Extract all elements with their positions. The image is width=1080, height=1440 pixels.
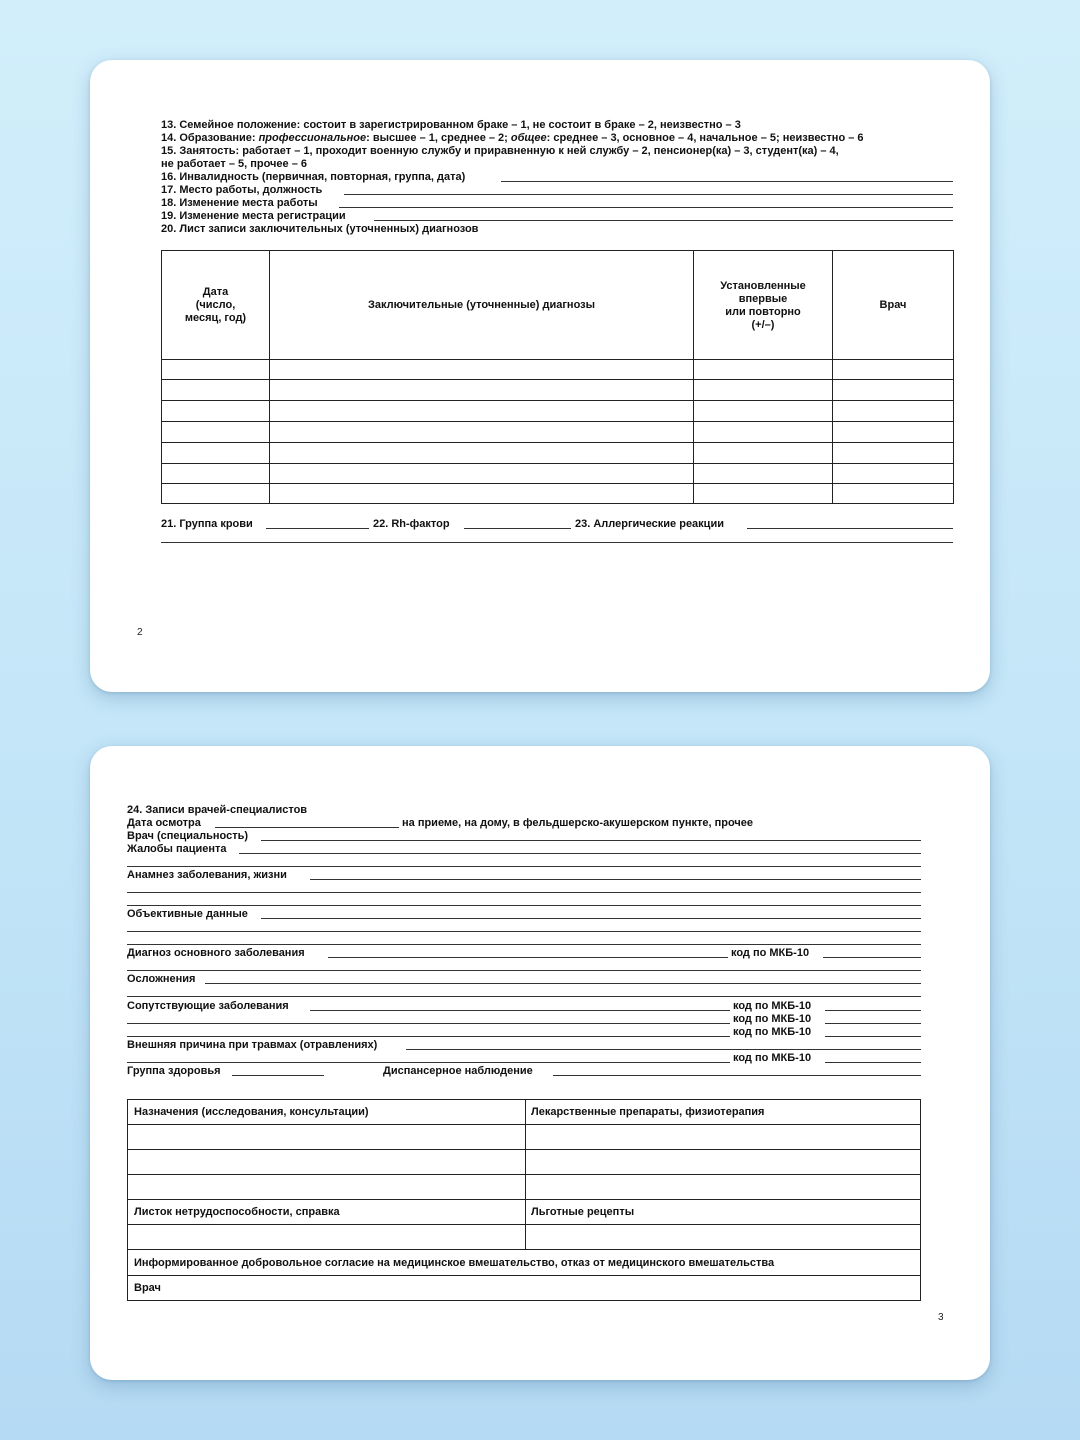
objective-data-field[interactable] xyxy=(261,918,921,919)
page-number: 3 xyxy=(938,1312,944,1323)
item-21-blood-group-field[interactable] xyxy=(266,528,369,529)
external-cause-label: Внешняя причина при травмах (отравлениях) xyxy=(127,1039,378,1051)
comorbid-label: Сопутствующие заболевания xyxy=(127,1000,289,1012)
item-19-registration-change-label: 19. Изменение места регистрации xyxy=(161,210,346,222)
item-17-workplace-field[interactable] xyxy=(344,194,953,195)
comorbid-mkb-label-3: код по МКБ-10 xyxy=(733,1026,812,1038)
main-diagnosis-field[interactable] xyxy=(328,957,728,958)
item-18-work-change-label: 18. Изменение места работы xyxy=(161,197,318,209)
form-page-2 xyxy=(90,60,990,692)
exam-place-options: на приеме, на дому, в фельдшерско-акушерском пункте, прочее xyxy=(402,817,754,829)
page-number: 2 xyxy=(137,627,143,638)
anamnesis-field-extra[interactable] xyxy=(127,905,921,906)
item-23-allergies-label: 23. Аллергические реакции xyxy=(575,518,724,530)
objective-data-label: Объективные данные xyxy=(127,908,248,920)
drugs-header: Лекарственные препараты, физиотерапия xyxy=(531,1106,765,1118)
item-16-disability-label: 16. Инвалидность (первичная, повторная, группа, дата) xyxy=(161,171,466,183)
main-diagnosis-label: Диагноз основного заболевания xyxy=(127,947,305,959)
item-14-professional: профессиональное xyxy=(258,132,367,144)
exam-date-label: Дата осмотра xyxy=(127,817,201,829)
item-24-title: 24. Записи врачей-специалистов xyxy=(127,804,308,816)
header-doctor: Врач xyxy=(879,299,907,311)
item-14-general: общее xyxy=(510,132,547,144)
item-14-general-values: : среднее – 3, основное – 4, начальное – 5; неизвестно – 6 xyxy=(546,132,864,144)
table-row[interactable] xyxy=(162,400,953,401)
item-20-diagnoses-title: 20. Лист записи заключительных (уточненных) диагнозов xyxy=(161,223,479,235)
comorbid-mkb-field-3[interactable] xyxy=(825,1036,921,1037)
comorbid-mkb-field-2[interactable] xyxy=(825,1023,921,1024)
complaints-field[interactable] xyxy=(239,853,921,854)
item-16-disability-field[interactable] xyxy=(501,181,953,182)
comorbid-field-3[interactable] xyxy=(127,1036,730,1037)
health-group-label: Группа здоровья xyxy=(127,1065,221,1077)
table-row[interactable] xyxy=(128,1199,920,1200)
table-column-divider xyxy=(525,1100,526,1250)
objective-data-field-extra[interactable] xyxy=(127,944,921,945)
exam-date-field[interactable] xyxy=(215,827,399,828)
comorbid-mkb-field-1[interactable] xyxy=(825,1010,921,1011)
item-15-employment-cont: не работает – 5, прочее – 6 xyxy=(161,158,307,170)
table-row[interactable] xyxy=(162,359,953,360)
table-row[interactable] xyxy=(162,442,953,443)
item-23-allergies-field[interactable] xyxy=(747,528,953,529)
item-22-rh-factor-field[interactable] xyxy=(464,528,571,529)
table-row[interactable] xyxy=(128,1174,920,1175)
complaints-field-extra[interactable] xyxy=(127,866,921,867)
informed-consent-label: Информированное добровольное согласие на медицинское вмешательство, отказ от медицинского вмешательства xyxy=(134,1257,775,1269)
external-cause-mkb-label: код по МКБ-10 xyxy=(733,1052,812,1064)
complaints-label: Жалобы пациента xyxy=(127,843,227,855)
doctor-specialty-label: Врач (специальность) xyxy=(127,830,249,842)
item-21-blood-group-label: 21. Группа крови xyxy=(161,518,253,530)
item-15-employment: 15. Занятость: работает – 1, проходит военную службу и приравненную к ней службу – 2, пенсионер(ка) – 3, студент(ка) – 4, xyxy=(161,145,839,157)
sick-leave-header: Листок нетрудоспособности, справка xyxy=(134,1206,340,1218)
comorbid-mkb-label-2: код по МКБ-10 xyxy=(733,1013,812,1025)
final-diagnoses-table xyxy=(161,250,954,504)
comorbid-field-2[interactable] xyxy=(127,1023,730,1024)
dispensary-field[interactable] xyxy=(553,1075,921,1076)
table-row[interactable] xyxy=(162,483,953,484)
anamnesis-field[interactable] xyxy=(310,879,921,880)
complications-label: Осложнения xyxy=(127,973,196,985)
anamnesis-label: Анамнез заболевания, жизни xyxy=(127,869,287,881)
dispensary-label: Диспансерное наблюдение xyxy=(383,1065,533,1077)
form-page-3 xyxy=(90,746,990,1380)
table-row[interactable] xyxy=(128,1275,920,1276)
item-22-rh-factor-label: 22. Rh-фактор xyxy=(373,518,450,530)
preferential-prescriptions-header: Льготные рецепты xyxy=(531,1206,635,1218)
table-row[interactable] xyxy=(128,1224,920,1225)
complications-field-extra[interactable] xyxy=(127,996,921,997)
table-row[interactable] xyxy=(128,1124,920,1125)
comorbid-field[interactable] xyxy=(310,1010,730,1011)
external-cause-field[interactable] xyxy=(406,1049,921,1050)
appointments-table xyxy=(127,1099,921,1301)
main-diagnosis-mkb-field[interactable] xyxy=(823,957,921,958)
header-date: Дата (число, месяц, год) xyxy=(184,286,247,324)
item-17-workplace-label: 17. Место работы, должность xyxy=(161,184,323,196)
anamnesis-field-extra[interactable] xyxy=(127,892,921,893)
complications-field[interactable] xyxy=(205,983,921,984)
item-18-work-change-field[interactable] xyxy=(339,207,953,208)
item-14-education xyxy=(161,132,864,145)
prescriptions-header: Назначения (исследования, консультации) xyxy=(134,1106,369,1118)
external-cause-mkb-field[interactable] xyxy=(825,1062,921,1063)
header-first-or-repeat: Установленные впервые или повторно (+/–) xyxy=(720,279,806,331)
table-row[interactable] xyxy=(128,1249,920,1250)
main-diagnosis-field-extra[interactable] xyxy=(127,970,921,971)
table-row[interactable] xyxy=(162,379,953,380)
objective-data-field-extra[interactable] xyxy=(127,931,921,932)
health-group-field[interactable] xyxy=(232,1075,324,1076)
table-row[interactable] xyxy=(128,1149,920,1150)
doctor-specialty-field[interactable] xyxy=(261,840,921,841)
item-23-allergies-field-extra[interactable] xyxy=(161,542,953,543)
comorbid-mkb-label-1: код по МКБ-10 xyxy=(733,1000,812,1012)
header-final-diagnoses: Заключительные (уточненные) диагнозы xyxy=(367,299,596,311)
external-cause-field-2[interactable] xyxy=(127,1062,730,1063)
item-19-registration-change-field[interactable] xyxy=(374,220,953,221)
doctor-signature-label: Врач xyxy=(134,1282,161,1294)
main-diagnosis-mkb-label: код по МКБ-10 xyxy=(731,947,810,959)
item-14-label: 14. Образование: xyxy=(161,132,259,144)
table-row[interactable] xyxy=(162,463,953,464)
item-14-professional-values: : высшее – 1, среднее – 2; xyxy=(366,132,511,144)
item-13-marital-status: 13. Семейное положение: состоит в зарегистрированном браке – 1, не состоит в браке – 2, неизвестно – 3 xyxy=(161,119,741,131)
table-row[interactable] xyxy=(162,421,953,422)
